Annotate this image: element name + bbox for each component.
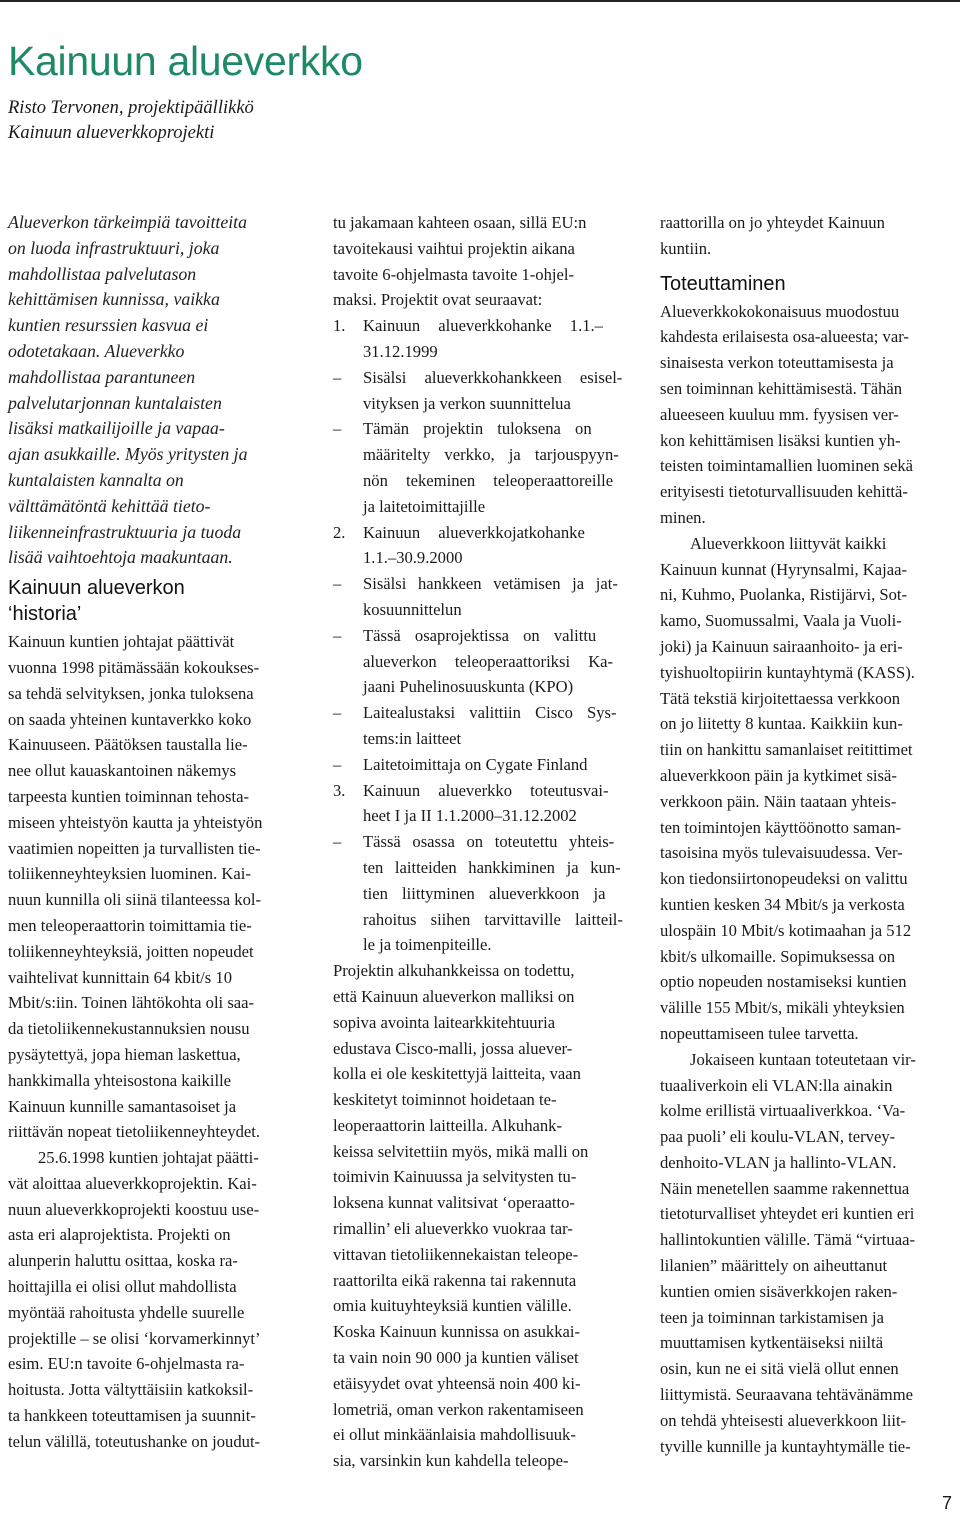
text-line: kuntien omien sisäverkkojen raken- bbox=[660, 1281, 898, 1301]
text-line: erityisesti tietoturvallisuuden kehittä- bbox=[660, 482, 908, 502]
text-line: tu jakamaan kahteen osaan, sillä EU:n bbox=[333, 213, 587, 232]
text-line: alueeseen kuuluu mm. fyysisen ver- bbox=[660, 404, 899, 424]
text-line: palvelutarjonnan kuntalaisten bbox=[8, 392, 222, 413]
text-line: toimivin Kainuussa ja selvitysten tu- bbox=[333, 1167, 577, 1187]
text-line: men teleoperaattorin toimittamia tie- bbox=[8, 915, 252, 935]
model-paragraph bbox=[333, 958, 631, 1474]
text-line: keissa selvitettiin myös, mikä malli on bbox=[333, 1141, 589, 1161]
text-line: raattorilla on jo yhteydet Kainuun bbox=[660, 213, 885, 232]
dash-item bbox=[333, 416, 631, 519]
section-heading-implementation: Toteuttaminen bbox=[660, 272, 786, 295]
dash-bullet: – bbox=[333, 574, 342, 594]
text-line: Tässä osassa on toteutettu yhteis- bbox=[363, 832, 615, 852]
text-line: ulospäin 10 Mbit/s kotimaahan ja 512 bbox=[660, 920, 912, 940]
project-list bbox=[333, 313, 631, 958]
text-line: pysäytettyä, jopa hieman laskettua, bbox=[8, 1044, 241, 1064]
text-line: lilanien” määrittely on aiheuttanut bbox=[660, 1256, 888, 1276]
text-line: Kainuun alueverkkojatkohanke bbox=[363, 522, 585, 542]
dash-bullet: – bbox=[333, 367, 342, 387]
item-text bbox=[333, 416, 631, 519]
article-title: Kainuun alueverkko bbox=[8, 38, 363, 84]
text-line: Kainuun kuntien johtajat päättivät bbox=[8, 632, 235, 652]
text-line: kolme erillistä virtuaaliverkkoa. ‘Va- bbox=[660, 1101, 906, 1121]
text-line: nön tekeminen teleoperaattoreille bbox=[363, 470, 614, 490]
text-line: nuun alueverkkoprojekti koostuu use- bbox=[8, 1199, 260, 1219]
text-line: raattorilta eikä rakenna tai rakennuta bbox=[333, 1270, 577, 1290]
text-line: sopiva avointa laitearkkitehtuuria bbox=[333, 1012, 556, 1032]
text-line: ja laitetoimittajille bbox=[363, 496, 486, 516]
text-line: ten toimintojen käyttöönotto saman- bbox=[660, 817, 902, 837]
text-line: Alueverkkokokonaisuus muodostuu bbox=[660, 301, 900, 321]
text-line: maksi. Projektit ovat seuraavat: bbox=[333, 290, 543, 310]
numbered-item bbox=[333, 778, 631, 830]
text-line: tyishuoltopiirin kuntayhtymä (KASS). bbox=[660, 662, 915, 682]
text-line: Projektin alkuhankkeissa on todettu, bbox=[333, 961, 575, 981]
text-line: osin, kun ne ei sitä vielä ollut ennen bbox=[660, 1359, 899, 1379]
text-line: kehittämisen kunnissa, vaikka bbox=[8, 289, 220, 310]
text-line: sinaisesta verkon toteuttamisesta ja bbox=[660, 353, 894, 373]
implementation-paragraph-2 bbox=[660, 531, 958, 1047]
text-line: ta hankkeen toteuttamisen ja suunnit- bbox=[8, 1406, 256, 1426]
text-line: Kainuun alueverkkohanke 1.1.– bbox=[363, 316, 603, 336]
item-text bbox=[333, 700, 631, 752]
text-line: Kainuuseen. Päätöksen taustalla lie- bbox=[8, 735, 248, 755]
text-line: tarpeesta kuntien toiminnan tehosta- bbox=[8, 786, 249, 806]
text-line: Kainuun kunnat (Hyrynsalmi, Kajaa- bbox=[660, 559, 907, 579]
text-line: määritelty verkko, ja tarjouspyyn- bbox=[363, 445, 619, 465]
text-line: joki) ja Kainuun sairaanhoito- ja eri- bbox=[660, 636, 903, 656]
text-line: loksena kunnat valitsivat ‘operaatto- bbox=[333, 1193, 575, 1213]
text-line: lisää vaihtoehtoja maakuntaan. bbox=[8, 547, 233, 568]
text-line: 1.1.–30.9.2000 bbox=[363, 548, 463, 568]
dash-item bbox=[333, 752, 631, 778]
item-text bbox=[333, 313, 631, 365]
text-line: lometriä, oman verkon rakentamiseen bbox=[333, 1399, 584, 1419]
text-line: Näin menetellen saamme rakennettua bbox=[660, 1178, 910, 1198]
implementation-paragraph-3 bbox=[660, 1047, 958, 1460]
text-line: Koska Kainuun kunnissa on asukkai- bbox=[333, 1322, 581, 1342]
history-paragraph-1 bbox=[8, 629, 280, 1145]
text-line: ni, Kuhmo, Puolanka, Ristijärvi, Sot- bbox=[660, 585, 908, 605]
text-line: keskitetyt toiminnot hoidetaan te- bbox=[333, 1090, 557, 1110]
text-line: välille 155 Mbit/s, mikäli yhteyksien bbox=[660, 998, 905, 1018]
item-text bbox=[333, 829, 631, 958]
text-line: Sisälsi hankkeen vetämisen ja jat- bbox=[363, 574, 618, 594]
dash-bullet: – bbox=[333, 832, 342, 852]
heading-line: Kainuun alueverkon bbox=[8, 577, 185, 600]
dash-item bbox=[333, 829, 631, 958]
text-line: lisäksi matkailijoille ja vapaa- bbox=[8, 418, 225, 439]
item-text bbox=[333, 752, 631, 778]
text-line: mahdollistaa palvelutason bbox=[8, 263, 197, 284]
text-line: Alueverkkoon liittyvät kaikki bbox=[690, 533, 887, 553]
numbered-item bbox=[333, 520, 631, 572]
column-3 bbox=[660, 210, 958, 1459]
item-text bbox=[333, 571, 631, 623]
text-line: hallintokuntien välille. Tämä “virtuaa- bbox=[660, 1230, 915, 1250]
text-line: esim. EU:n tavoite 6-ohjelmasta ra- bbox=[8, 1354, 245, 1374]
page-number: 7 bbox=[941, 1493, 952, 1513]
text-line: tiin on hankittu samanlaiset reitittimet bbox=[660, 740, 913, 760]
text-line: omia kuituyhteyksiä kuntien välille. bbox=[333, 1296, 572, 1316]
text-line: että Kainuun alueverkon malliksi on bbox=[333, 986, 575, 1006]
text-line: Tätä tekstiä kirjoitettaessa verkkoon bbox=[660, 688, 901, 708]
item-text bbox=[333, 520, 631, 572]
text-line: vityksen ja verkon suunnittelua bbox=[363, 393, 571, 413]
text-line: kamo, Suomussalmi, Vaala ja Vuoli- bbox=[660, 611, 902, 631]
item-number: 2. bbox=[333, 522, 346, 542]
text-line: on luoda infrastruktuuri, joka bbox=[8, 237, 220, 258]
text-line: kon tiedonsiirtonopeudeksi on valittu bbox=[660, 869, 908, 889]
dash-bullet: – bbox=[333, 625, 342, 645]
text-line: riittävän nopeat tietoliikenneyhteydet. bbox=[8, 1122, 261, 1142]
text-line: välttämätöntä kehittää tieto- bbox=[8, 495, 211, 516]
text-line: alunperin haluttu osittaa, koska ra- bbox=[8, 1251, 238, 1271]
text-line: vaatimien nopeitten ja turvallisten tie- bbox=[8, 838, 261, 858]
heading-line: ‘historia’ bbox=[8, 603, 82, 626]
text-line: hoittajilla ei olisi ollut mahdollista bbox=[8, 1277, 237, 1297]
section-heading-history bbox=[8, 575, 280, 627]
text-line: Mbit/s:iin. Toinen lähtökohta oli saa- bbox=[8, 993, 255, 1013]
affiliation-line: Kainuun alueverkkoprojekti bbox=[8, 123, 215, 143]
text-line: toliikenneyhteyksiä, joitten nopeudet bbox=[8, 941, 254, 961]
item-number: 1. bbox=[333, 316, 346, 336]
text-line: optio nopeuden nostamiseksi kuntien bbox=[660, 972, 907, 992]
text-line: Sisälsi alueverkkohankkeen esisel- bbox=[363, 367, 623, 387]
text-line: toliikenneyhteyksien luominen. Kai- bbox=[8, 864, 251, 884]
text-line: Tässä osaprojektissa on valittu bbox=[363, 625, 597, 645]
dash-bullet: – bbox=[333, 754, 342, 774]
dash-item bbox=[333, 571, 631, 623]
text-line: tuaaliverkoin eli VLAN:lla ainakin bbox=[660, 1075, 893, 1095]
item-text bbox=[333, 623, 631, 700]
continued-paragraph bbox=[660, 210, 958, 262]
text-line: mahdollistaa parantuneen bbox=[8, 366, 196, 387]
implementation-paragraph-1 bbox=[660, 299, 958, 531]
column-2 bbox=[333, 210, 631, 1474]
text-line: Tämän projektin tuloksena on bbox=[363, 419, 592, 439]
intro-paragraph bbox=[8, 210, 280, 571]
text-line: nuun kunnilla oli siinä tilanteessa kol- bbox=[8, 890, 262, 910]
text-line: myöntää rahoitusta yhdelle suurelle bbox=[8, 1302, 245, 1322]
dash-bullet: – bbox=[333, 419, 342, 439]
item-text bbox=[333, 778, 631, 830]
text-line: asta eri alaprojektista. Projekti on bbox=[8, 1225, 231, 1245]
text-line: kuntien kesken 34 Mbit/s ja verkosta bbox=[660, 894, 905, 914]
text-line: kuntalaisten kannalta on bbox=[8, 469, 184, 490]
dash-item bbox=[333, 700, 631, 752]
text-line: Alueverkon tärkeimpiä tavoitteita bbox=[8, 212, 247, 232]
text-line: paa puoli’ eli koulu-VLAN, tervey- bbox=[660, 1127, 896, 1147]
text-line: da tietoliikennekustannuksien nousu bbox=[8, 1019, 250, 1039]
text-line: Jokaiseen kuntaan toteutetaan vir- bbox=[690, 1049, 916, 1069]
text-line: hankkimalla yhteisostona kaikille bbox=[8, 1070, 232, 1090]
dash-bullet: – bbox=[333, 703, 342, 723]
text-line: kuntien resurssien kasvua ei bbox=[8, 315, 209, 336]
text-line: 31.12.1999 bbox=[363, 341, 438, 361]
text-line: liikenneinfrastruktuuria ja tuoda bbox=[8, 521, 242, 542]
text-line: vittavan tietoliikennekaistan teleope- bbox=[333, 1244, 579, 1264]
text-line: odotetakaan. Alueverkko bbox=[8, 340, 185, 361]
text-line: kolla ei ole keskitettyjä laitteita, vaan bbox=[333, 1064, 581, 1084]
text-line: muuttamisen kytkentäiseksi niiltä bbox=[660, 1333, 884, 1353]
text-line: ten laitteiden hankkiminen ja kun- bbox=[363, 857, 621, 877]
author-line: Risto Tervonen, projektipäällikkö bbox=[8, 98, 254, 118]
text-line: kosuunnittelun bbox=[363, 599, 462, 619]
text-line: projektille – se olisi ‘korvamerkinnyt’ bbox=[8, 1328, 261, 1348]
text-line: kuntiin. bbox=[660, 238, 712, 258]
text-line: nee ollut kauaskantoinen näkemys bbox=[8, 761, 237, 781]
text-line: on jo liitetty 8 kuntaa. Kaikkiin kun- bbox=[660, 714, 903, 734]
text-line: miseen yhteistyön kautta ja yhteistyön bbox=[8, 812, 263, 832]
numbered-item bbox=[333, 313, 631, 365]
text-line: liittymistä. Seuraavana tehtävänämme bbox=[660, 1385, 913, 1405]
text-line: Laitetoimittaja on Cygate Finland bbox=[363, 754, 588, 774]
text-line: heet I ja II 1.1.2000–31.12.2002 bbox=[363, 806, 577, 826]
text-line: etäisyydet ovat yhteensä noin 400 ki- bbox=[333, 1373, 581, 1393]
text-line: rimallin’ eli alueverkko vuokraa tar- bbox=[333, 1219, 573, 1239]
text-line: hoitusta. Jotta vältyttäisiin katkoksil- bbox=[8, 1380, 254, 1400]
text-line: teen ja toiminnan tarkistamisen ja bbox=[660, 1307, 884, 1327]
text-line: ta vain noin 90 000 ja kuntien väliset bbox=[333, 1348, 579, 1368]
text-line: le ja toimenpiteille. bbox=[363, 935, 492, 955]
text-line: kbit/s ulkomaille. Sopimuksessa on bbox=[660, 946, 896, 966]
item-text bbox=[333, 365, 631, 417]
text-line: edustava Cisco-malli, jossa aluever- bbox=[333, 1038, 573, 1058]
text-line: denhoito-VLAN ja hallinto-VLAN. bbox=[660, 1152, 897, 1172]
text-line: leoperaattorin laitteilla. Alkuhank- bbox=[333, 1115, 563, 1135]
text-line: alueverkkoon päin ja kytkimet sisä- bbox=[660, 765, 897, 785]
text-line: vuonna 1998 pitämässään kokoukses- bbox=[8, 657, 260, 677]
item-number: 3. bbox=[333, 780, 346, 800]
text-line: alueverkon teleoperaattoriksi Ka- bbox=[363, 651, 614, 671]
byline bbox=[8, 96, 254, 146]
text-line: tien liittyminen alueverkkoon ja bbox=[363, 883, 606, 903]
text-line: tavoite 6-ohjelmasta tavoite 1-ohjel- bbox=[333, 264, 574, 284]
text-line: vaihtelivat kunnittain 64 kbit/s 10 bbox=[8, 967, 232, 987]
text-line: minen. bbox=[660, 507, 706, 527]
text-line: Kainuun kunnille samantasoiset ja bbox=[8, 1096, 237, 1116]
text-line: tavoitekausi vaihtui projektin aikana bbox=[333, 238, 575, 258]
text-line: rahoitus siihen tarvittaville laitteil- bbox=[363, 909, 623, 929]
text-line: on tehdä yhteisesti alueverkkoon liit- bbox=[660, 1410, 907, 1430]
dash-item bbox=[333, 365, 631, 417]
text-line: sa tehdä selvityksen, jonka tuloksena bbox=[8, 683, 254, 703]
text-line: kahdesta erilaisesta osa-alueesta; var- bbox=[660, 327, 909, 347]
text-line: tietoturvalliset yhteydet eri kuntien eri bbox=[660, 1204, 915, 1224]
text-line: telun välillä, toteutushanke on joudut- bbox=[8, 1431, 261, 1451]
text-line: teisten toimintamallien luominen sekä bbox=[660, 456, 913, 476]
column-1 bbox=[8, 210, 280, 1455]
text-line: nopeuttamiseen tulee tarvetta. bbox=[660, 1023, 859, 1043]
text-line: tasoisina myös tulevaisuudessa. Ver- bbox=[660, 843, 903, 863]
text-line: kon kehittämisen lisäksi kuntien yh- bbox=[660, 430, 901, 450]
text-line: verkkoon päin. Näin taataan yhteis- bbox=[660, 791, 897, 811]
top-rule bbox=[0, 0, 960, 2]
text-line: vät aloittaa alueverkkoprojektin. Kai- bbox=[8, 1173, 257, 1193]
text-line: sen toiminnan kehittämisestä. Tähän bbox=[660, 378, 903, 398]
text-line: Laitealustaksi valittiin Cisco Sys- bbox=[363, 703, 617, 723]
text-line: tyville kunnille ja kuntayhtymälle tie- bbox=[660, 1436, 911, 1456]
continued-paragraph bbox=[333, 210, 631, 313]
text-line: jaani Puhelinosuuskunta (KPO) bbox=[363, 677, 574, 697]
history-paragraph-2 bbox=[8, 1145, 280, 1455]
text-line: Kainuun alueverkko toteutusvai- bbox=[363, 780, 609, 800]
text-line: 25.6.1998 kuntien johtajat päätti- bbox=[38, 1148, 259, 1168]
text-line: tems:in laitteet bbox=[363, 728, 462, 748]
text-line: on saada yhteinen kuntaverkko koko bbox=[8, 709, 252, 729]
text-line: sia, varsinkin kun kahdella teleope- bbox=[333, 1451, 569, 1471]
text-line: ei ollut minkäänlaisia mahdollisuuk- bbox=[333, 1425, 576, 1445]
dash-item bbox=[333, 623, 631, 700]
text-line: ajan asukkaille. Myös yritysten ja bbox=[8, 444, 248, 465]
